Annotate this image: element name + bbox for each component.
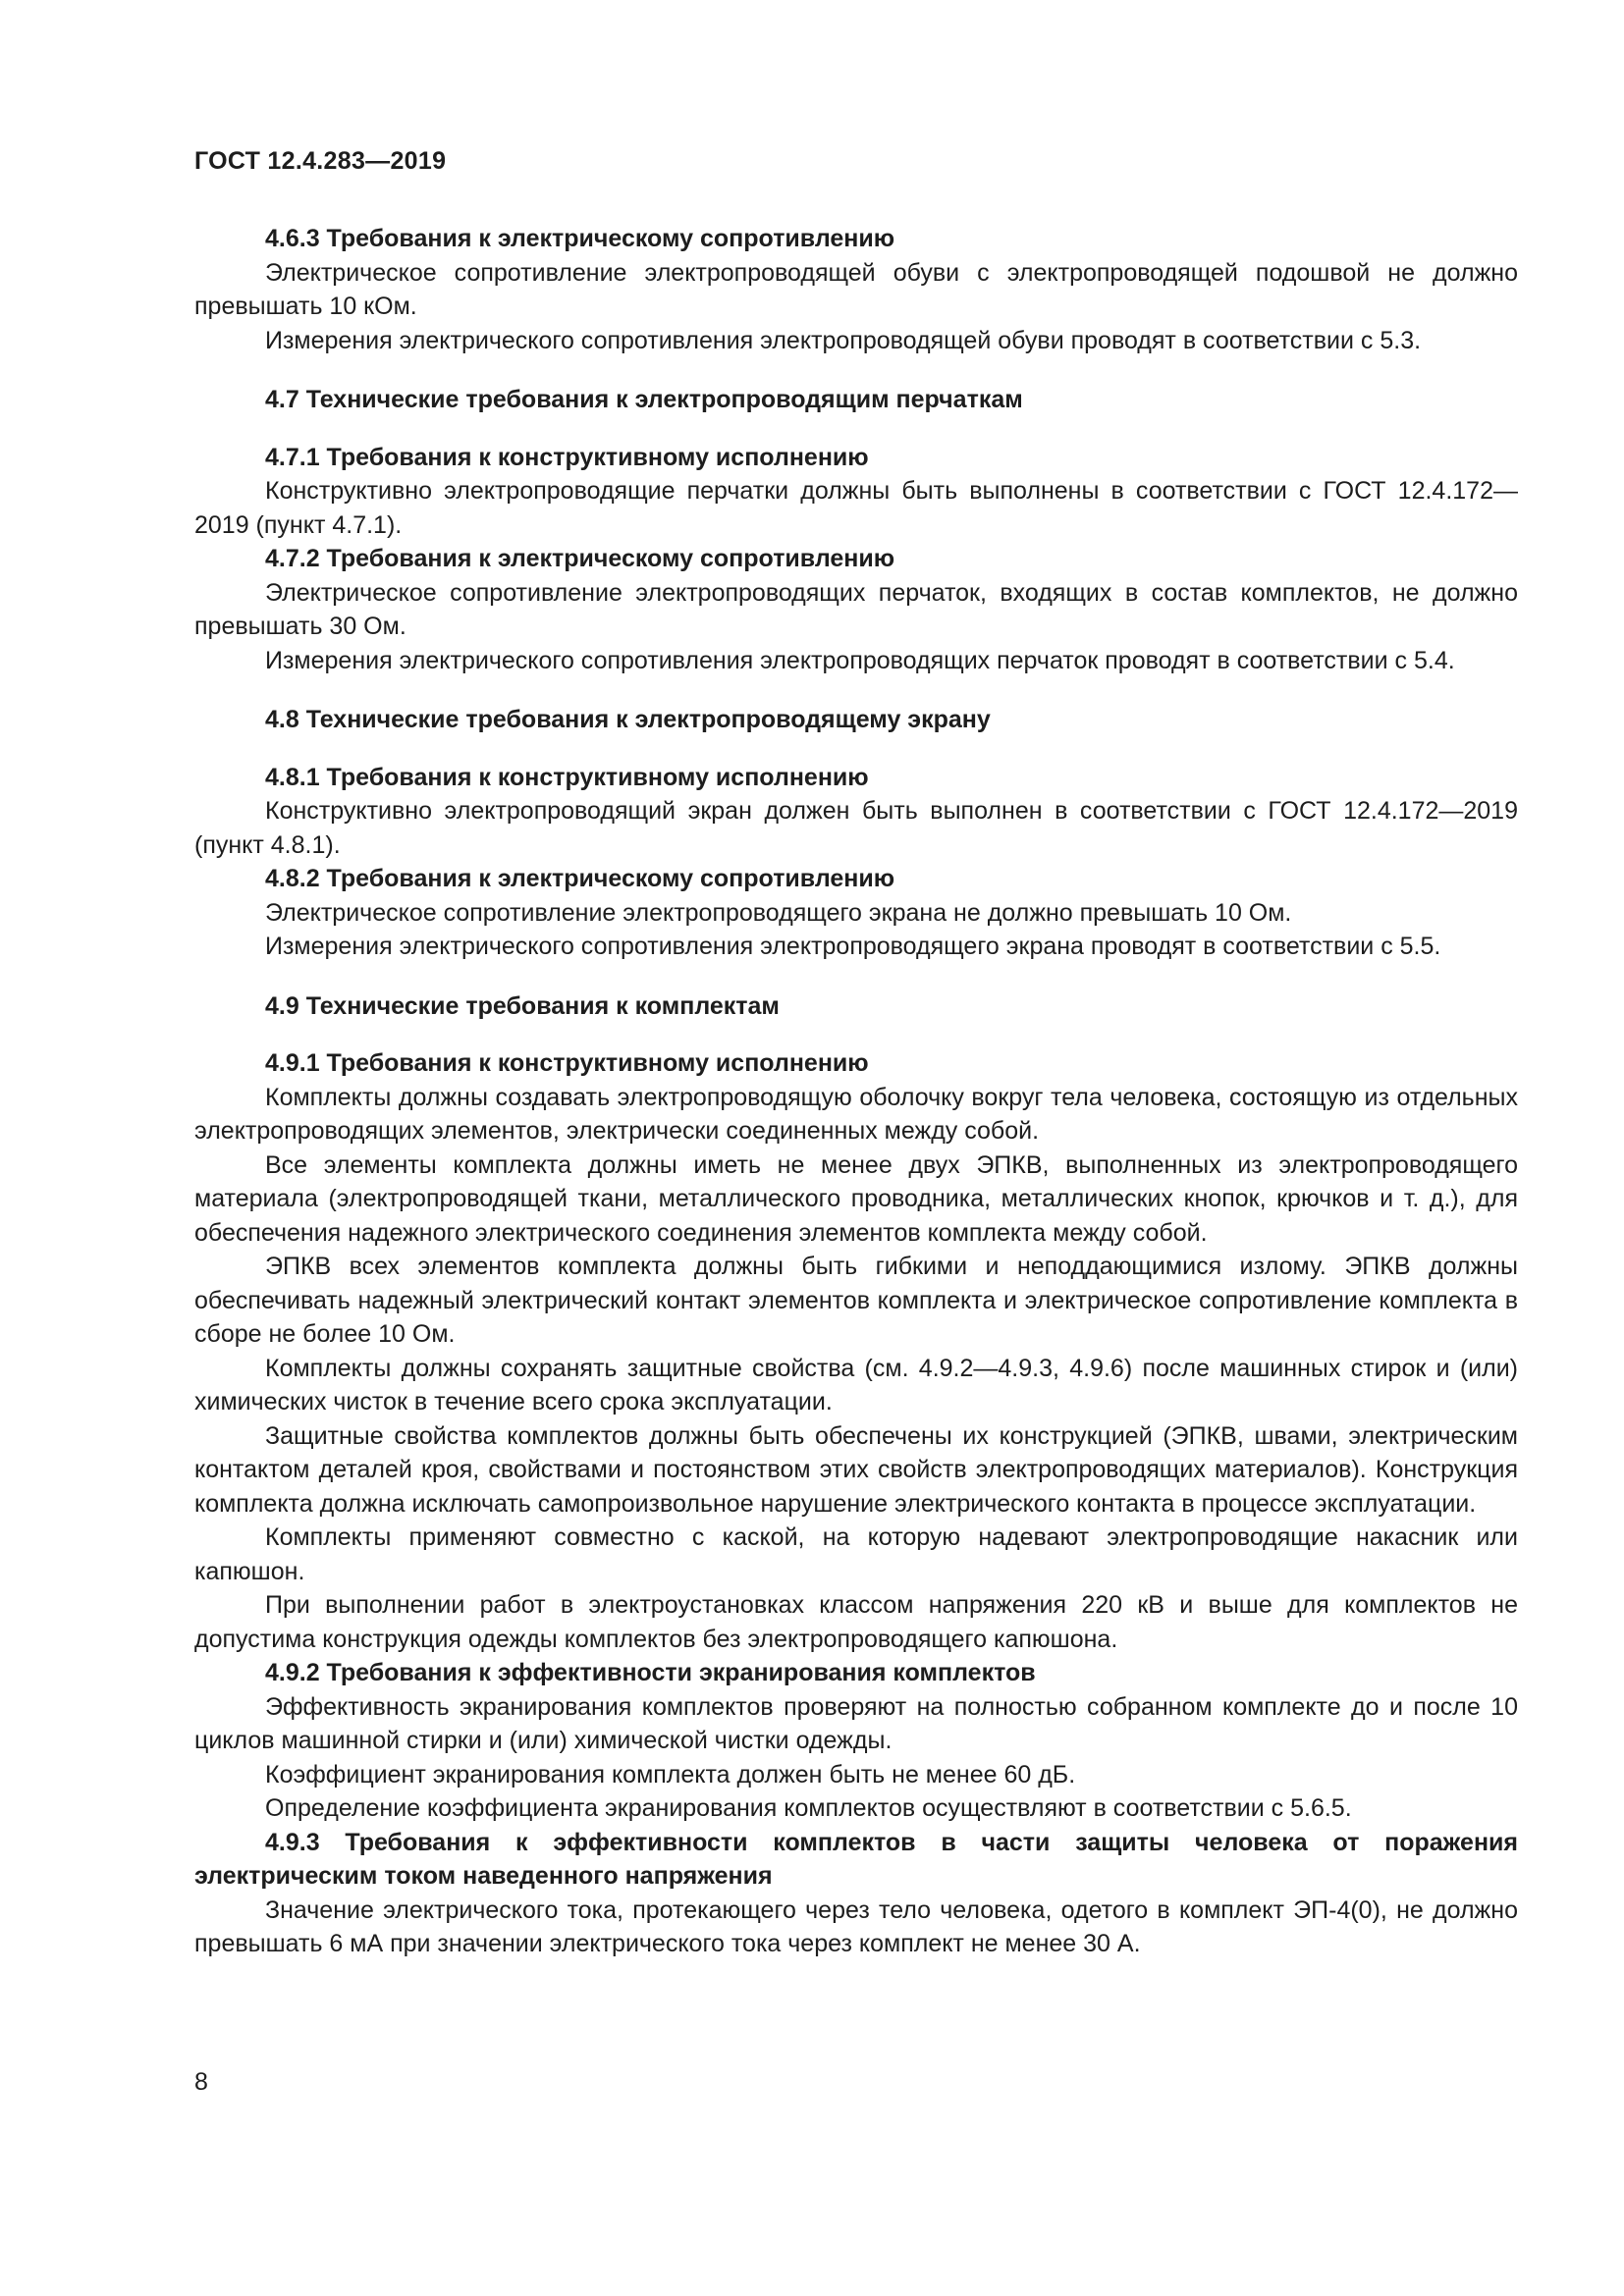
paragraph: Электрическое сопротивление электропроводящего экрана не должно превышать 10 Ом.: [265, 898, 1292, 927]
heading-4-9: 4.9 Технические требования к комплектам: [265, 991, 780, 1020]
heading-4-8: 4.8 Технические требования к электропроводящему экрану: [265, 706, 991, 733]
heading-4-6-3: 4.6.3 Требования к электрическому сопротивлению: [265, 225, 895, 252]
paragraph: Коэффициент экранирования комплекта должен быть не менее 60 дБ.: [265, 1760, 1076, 1789]
paragraph: Конструктивно электропроводящий экран должен быть выполнен в соответствии с ГОСТ 12.4.172—2019 (пункт 4.8.1).: [194, 797, 1518, 859]
paragraph: Измерения электрического сопротивления электропроводящих перчаток проводят в соответствии с 5.4.: [265, 646, 1455, 674]
paragraph: Все элементы комплекта должны иметь не менее двух ЭПКВ, выполненных из электропроводящего материала (электропроводящей ткани, металлического проводника, металлических кнопок, крючков и т. д.), для обеспечения надежного электрического соединения элементов комплекта между собой.: [194, 1150, 1518, 1247]
paragraph: Электрическое сопротивление электропроводящих перчаток, входящих в состав комплектов, не должно превышать 30 Ом.: [194, 578, 1518, 640]
paragraph: Электрическое сопротивление электропроводящей обуви с электропроводящей подошвой не должно превышать 10 кОм.: [194, 258, 1518, 320]
heading-4-9-2: 4.9.2 Требования к эффективности экранирования комплектов: [265, 1659, 1036, 1686]
heading-4-7-2: 4.7.2 Требования к электрическому сопротивлению: [265, 545, 895, 572]
heading-4-8-1: 4.8.1 Требования к конструктивному исполнению: [265, 763, 869, 791]
document-code-header: ГОСТ 12.4.283—2019: [194, 147, 447, 175]
paragraph: Измерения электрического сопротивления электропроводящей обуви проводят в соответствии с 5.3.: [265, 326, 1422, 354]
paragraph: Комплекты должны сохранять защитные свойства (см. 4.9.2—4.9.3, 4.9.6) после машинных стирок и (или) химических чисток в течение всего срока эксплуатации.: [194, 1354, 1518, 1415]
paragraph: Измерения электрического сопротивления электропроводящего экрана проводят в соответствии с 5.5.: [265, 933, 1441, 960]
heading-4-9-1: 4.9.1 Требования к конструктивному исполнению: [265, 1049, 869, 1077]
page-number: 8: [194, 2068, 208, 2096]
heading-4-9-3: 4.9.3 Требования к эффективности комплектов в части защиты человека от поражения электрическим током наведенного напряжения: [194, 1828, 1518, 1890]
paragraph: При выполнении работ в электроустановках классом напряжения 220 кВ и выше для комплектов не допустима конструкция одежды комплектов без электропроводящего капюшона.: [194, 1591, 1518, 1653]
paragraph: Комплекты применяют совместно с каской, на которую надевают электропроводящие накасник или капюшон.: [194, 1523, 1518, 1585]
document-body: [194, 222, 1518, 1961]
heading-4-8-2: 4.8.2 Требования к электрическому сопротивлению: [265, 865, 895, 892]
paragraph: ЭПКВ всех элементов комплекта должны быть гибкими и неподдающимися излому. ЭПКВ должны обеспечивать надежный электрический контакт элементов комплекта и электрическое сопротивление комплекта в сборе не более 10 Ом.: [194, 1253, 1518, 1348]
heading-4-7-1: 4.7.1 Требования к конструктивному исполнению: [265, 443, 869, 471]
heading-4-7: 4.7 Технические требования к электропроводящим перчаткам: [265, 386, 1023, 413]
paragraph: Эффективность экранирования комплектов проверяют на полностью собранном комплекте до и после 10 циклов машинной стирки и (или) химической чистки одежды.: [194, 1692, 1518, 1754]
paragraph: Комплекты должны создавать электропроводящую оболочку вокруг тела человека, состоящую из отдельных электропроводящих элементов, электрически соединенных между собой.: [194, 1083, 1518, 1145]
paragraph: Защитные свойства комплектов должны быть обеспечены их конструкцией (ЭПКВ, швами, электрическим контактом деталей кроя, свойствами и постоянством этих свойств электропроводящих материалов). Конструкция комплекта должна исключать самопроизвольное нарушение электрического контакта в процессе эксплуатации.: [194, 1421, 1518, 1518]
paragraph: Значение электрического тока, протекающего через тело человека, одетого в комплект ЭП-4(0), не должно превышать 6 мА при значении электрического тока через комплект не менее 30 А.: [194, 1896, 1518, 1957]
paragraph: Конструктивно электропроводящие перчатки должны быть выполнены в соответствии с ГОСТ 12.4.172—2019 (пункт 4.7.1).: [194, 477, 1518, 539]
paragraph: Определение коэффициента экранирования комплектов осуществляют в соответствии с 5.6.5.: [265, 1794, 1352, 1822]
